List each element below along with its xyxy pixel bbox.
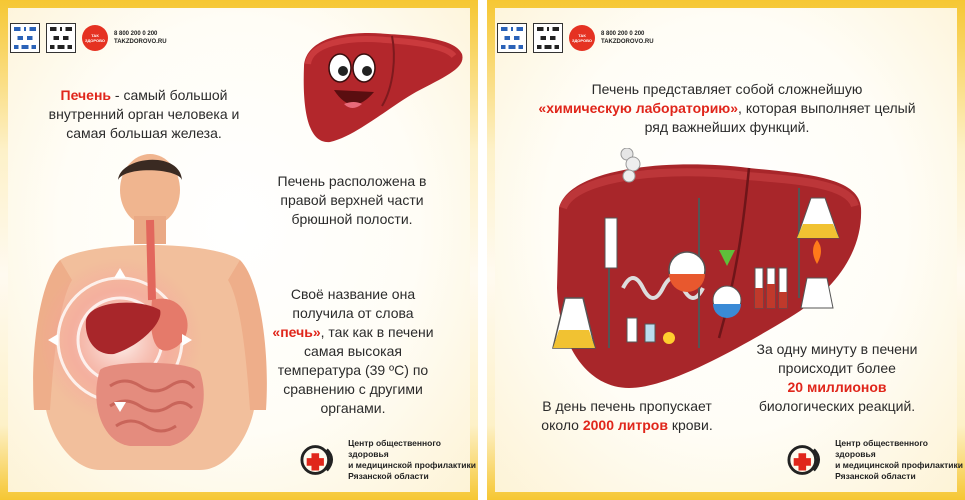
website: TAKZDOROVO.RU: [601, 39, 654, 45]
takzdorovo-logo: ТАК ЗДОРОВО: [82, 25, 108, 51]
qr-code-icon[interactable]: [497, 23, 527, 53]
left-footer: [300, 438, 478, 482]
hotline: [114, 30, 167, 46]
health-center-logo: [787, 443, 829, 477]
blood-per-day: В день печень пропускает около 2000 литров крови.: [541, 398, 713, 433]
cartoon-liver-icon: [296, 26, 468, 146]
right-poster: [487, 0, 965, 500]
health-center-name: Центр общественного здоровья и медицинской профилактики Рязанской области: [835, 438, 963, 481]
hotline: [601, 30, 654, 46]
qr-code-icon[interactable]: [533, 23, 563, 53]
phone-number: 8 800 200 0 200: [601, 31, 645, 37]
chemical-lab-intro: Печень представляет собой сложнейшую «химическую лабораторию», которая выполняет целый ряд важнейших функций.: [538, 81, 916, 135]
liver-name-origin: Своё название она получила от слова «печь», так как в печени самая высокая температура (39 ºС) по сравнению с другими органами.: [272, 286, 434, 416]
health-center-name: Центр общественного здоровья и медицинской профилактики Рязанской области: [348, 438, 476, 481]
left-poster: [0, 0, 478, 500]
right-header: [497, 20, 654, 56]
qr-code-icon[interactable]: [46, 23, 76, 53]
left-header: [10, 20, 167, 56]
qr-code-icon[interactable]: [10, 23, 40, 53]
right-footer: [787, 438, 965, 482]
website: TAKZDOROVO.RU: [114, 39, 167, 45]
health-center-logo: [300, 443, 342, 477]
liver-definition: Печень - самый большой внутренний орган человека и самая большая железа.: [48, 87, 240, 141]
takzdorovo-logo: ТАК ЗДОРОВО: [569, 25, 595, 51]
liver-location: Печень расположена в правой верхней части брюшной полости.: [277, 173, 427, 227]
reactions-per-minute: За одну минуту в печени происходит более 20 миллионов биологических реакций.: [756, 341, 918, 414]
phone-number: 8 800 200 0 200: [114, 31, 158, 37]
human-anatomy-illustration: [20, 150, 275, 470]
